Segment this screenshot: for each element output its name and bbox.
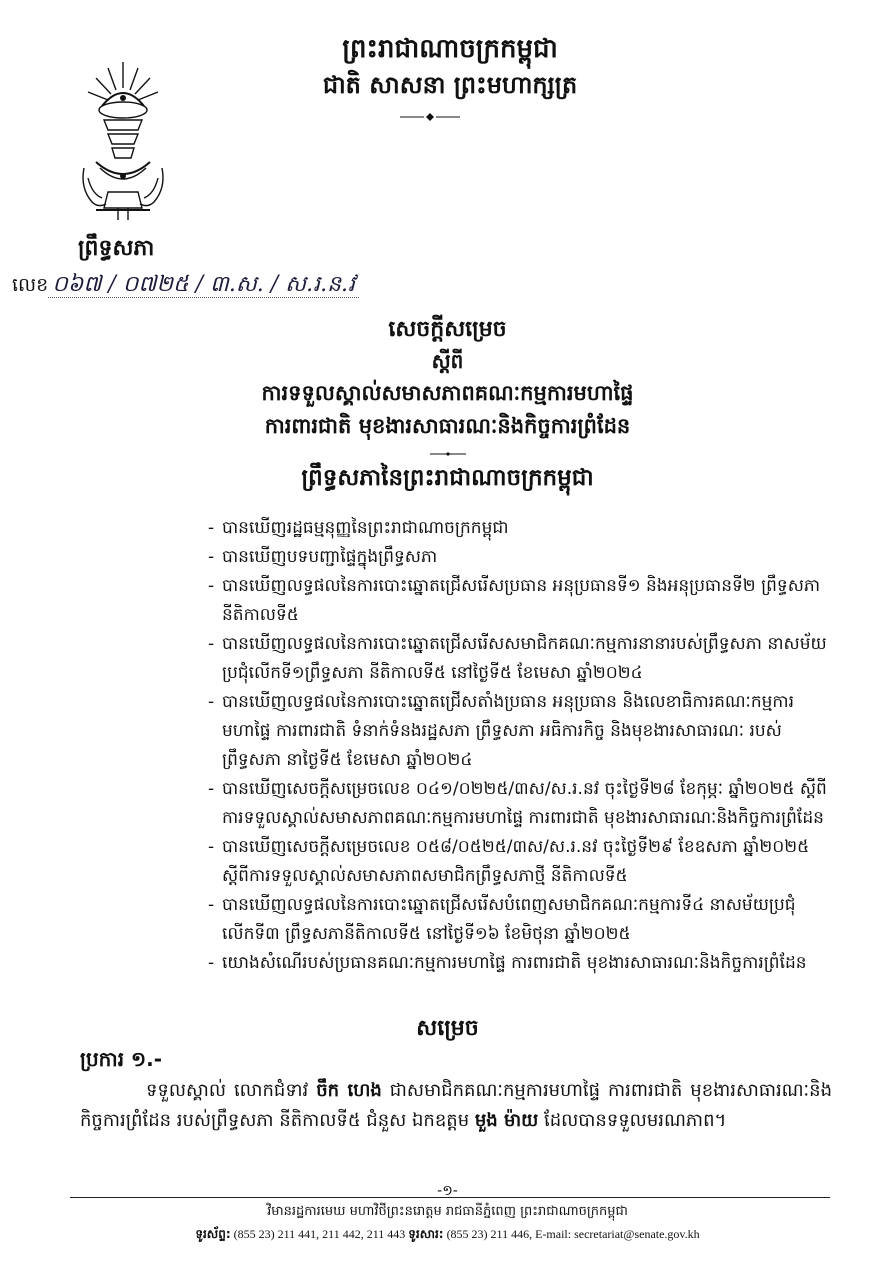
issuer-name: ព្រឹទ្ធសភា — [78, 236, 155, 261]
national-motto: ជាតិ សាសនា ព្រះមហាក្សត្រ — [322, 71, 578, 99]
considerations-list — [208, 514, 838, 978]
fax-label: ទូរសារ: — [408, 1227, 444, 1241]
article-body — [80, 1076, 832, 1136]
title-subject-line-1: ការទទួលស្គាល់សមាសភាពគណៈកម្មការមហាផ្ទៃ — [261, 381, 634, 405]
article-label: ប្រការ ១.- — [80, 1047, 163, 1071]
list-item: - បានឃើញសេចក្ដីសម្រេចលេខ ០៤១/០២២៥/៣ស/ស.រ.នវ ចុះថ្ងៃទី២៨ ខែកុម្ភៈ ឆ្នាំ២០២៥ ស្ដីពីការទទួលស្គាល់សមាសភាពគណៈកម្មការមហាផ្ទៃ ការពារជាតិ មុខងារសាធារណៈនិងកិច្ចការព្រំដែន — [208, 775, 838, 833]
title-about: ស្ដីពី — [431, 349, 464, 373]
article-text: ទទួលស្គាល់ លោកជំទាវ — [146, 1080, 317, 1101]
reference-number: ០៦៧ / ០៧២៥ / ៣.ស. / ស.រ.ន.វ — [48, 272, 359, 298]
reference-number-line — [12, 270, 359, 302]
authority-heading: ព្រឹទ្ធសភានៃព្រះរាជាណាចក្រកម្ពុជា — [301, 465, 594, 491]
list-item: - បានឃើញលទ្ធផលនៃការបោះឆ្នោតជ្រើសរើសប្រធាន អនុប្រធានទី១ និងអនុប្រធានទី២ ព្រឹទ្ធសភា នីតិកាលទី៥ — [208, 572, 838, 630]
list-item: - បានឃើញរដ្ឋធម្មនុញ្ញនៃព្រះរាជាណាចក្រកម្ពុជា — [208, 514, 838, 543]
fax-email: (855 23) 211 446, E-mail: secretariat@senate.gov.kh — [443, 1227, 700, 1241]
phone-numbers: (855 23) 211 441, 211 442, 211 443 — [230, 1227, 409, 1241]
title-subject-line-2: ការពារជាតិ មុខងារសាធារណៈនិងកិច្ចការព្រំដែន — [264, 414, 631, 438]
list-item: - បានឃើញលទ្ធផលនៃការបោះឆ្នោតជ្រើសតាំងប្រធាន អនុប្រធាន និងលេខាធិការគណៈកម្មការមហាផ្ទៃ ការពារជាតិ ទំនាក់ទំនងរដ្ឋសភា ព្រឹទ្ធសភា អធិការកិច្ច និងមុខងារសាធារណៈ របស់ព្រឹទ្ធសភា នាថ្ងៃទី៥ ខែមេសា ឆ្នាំ២០២៤ — [208, 688, 838, 775]
list-item: - យោងសំណើរបស់ប្រធានគណៈកម្មការមហាផ្ទៃ ការពារជាតិ មុខងារសាធារណៈនិងកិច្ចការព្រំដែន — [208, 949, 838, 978]
ornament-divider-icon — [400, 112, 460, 122]
person-name: មួង ម៉ាយ — [474, 1110, 539, 1131]
footer-contact — [0, 1226, 895, 1244]
document-title: សេចក្ដីសម្រេច — [388, 317, 507, 342]
footer-divider — [70, 1197, 830, 1198]
list-item: - បានឃើញលទ្ធផលនៃការបោះឆ្នោតជ្រើសរើសសមាជិកគណៈកម្មការនានារបស់ព្រឹទ្ធសភា នាសម័យប្រជុំលើកទី១ព្រឹទ្ធសភា នីតិកាលទី៥ នៅថ្ងៃទី៥ ខែមេសា ឆ្នាំ២០២៤ — [208, 630, 838, 688]
kingdom-name: ព្រះរាជាណាចក្រកម្ពុជា — [342, 34, 558, 64]
list-item: - បានឃើញលទ្ធផលនៃការបោះឆ្នោតជ្រើសរើសបំពេញសមាជិកគណៈកម្មការទី៤ នាសម័យប្រជុំលើកទី៣ ព្រឹទ្ធសភានីតិកាលទី៥ នៅថ្ងៃទី១៦ ខែមិថុនា ឆ្នាំ២០២៥ — [208, 891, 838, 949]
small-divider-icon — [430, 451, 466, 457]
article-text: ដែលបានទទួលមរណភាព។ — [538, 1110, 727, 1131]
list-item: - បានឃើញបទបញ្ជាផ្ទៃក្នុងព្រឹទ្ធសភា — [208, 543, 838, 572]
person-name: ចឹក ហេង — [316, 1080, 382, 1101]
footer-address: វិមានរដ្ឋការមេឃ មហាវិថីព្រះនរោត្តម រាជធានីភ្នំពេញ ព្រះរាជាណាចក្រកម្ពុជា — [267, 1204, 628, 1219]
royal-emblem-icon — [78, 58, 168, 223]
page-number: -១- — [437, 1183, 458, 1199]
phone-label: ទូរស័ព្ទ: — [195, 1227, 231, 1241]
article-text: ជាសមាជិកគណៈកម្មការមហាផ្ទៃ ការពារជាតិ មុខងារសាធារណៈនិងកិច្ចការព្រំដែន របស់ព្រឹទ្ធសភា នីតិកាលទី៥ ជំនួស ឯកឧត្តម — [80, 1080, 832, 1131]
list-item: - បានឃើញសេចក្ដីសម្រេចលេខ ០៥៨/០៥២៥/៣ស/ស.រ.នវ ចុះថ្ងៃទី២៩ ខែឧសភា ឆ្នាំ២០២៥ ស្ដីពីការទទួលស្គាល់សមាសភាពសមាជិកព្រឹទ្ធសភាថ្មី នីតិកាលទី៥ — [208, 833, 838, 891]
decision-heading: សម្រេច — [416, 1016, 479, 1041]
reference-prefix: លេខ — [12, 274, 49, 296]
